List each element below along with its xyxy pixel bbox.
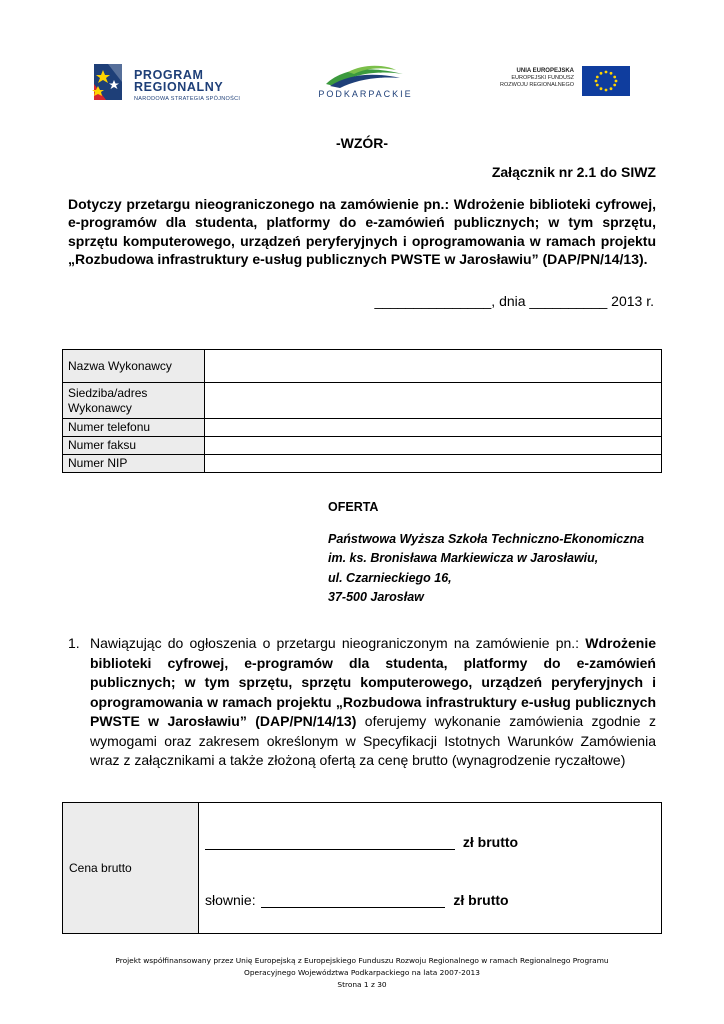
podkarpackie-logo — [308, 62, 423, 106]
offer-point-1 — [68, 634, 656, 771]
price-gross-row — [205, 834, 660, 850]
address-line: 37-500 Jarosław — [328, 589, 424, 604]
header-logos — [90, 58, 630, 108]
eu-text-line2: EUROPEJSKI FUNDUSZ — [511, 75, 574, 81]
program-regionalny-mark-icon — [92, 62, 124, 102]
contractor-address-field[interactable] — [205, 383, 662, 419]
price-value-cell — [199, 803, 662, 934]
podkarpackie-text: PODKARPACKIE — [318, 89, 413, 99]
page-footer — [0, 955, 724, 991]
table-row — [63, 437, 662, 455]
price-words-suffix: zł brutto — [453, 892, 509, 908]
contractor-phone-label: Numer telefonu — [63, 419, 205, 437]
subject-paragraph: Dotyczy przetargu nieograniczonego na zamówienie pn.: Wdrożenie biblioteki cyfrowej, e-programów dla studenta, platformy do e-zamówień publicznych; w tym sprzętu, sprzętu komputerowego, urządzeń peryferyjnych i oprogramowania w ramach projektu „Rozbudowa infrastruktury e-usług publicznych PWSTE w Jarosławiu” (DAP/PN/14/13). — [68, 196, 656, 268]
podkarpackie-hills-icon — [308, 62, 423, 88]
contractor-fax-field[interactable] — [205, 437, 662, 455]
offer-heading: OFERTA — [328, 500, 379, 514]
table-row — [63, 803, 662, 934]
attachment-number: Załącznik nr 2.1 do SIWZ — [491, 164, 656, 180]
table-row — [63, 350, 662, 383]
point-rest: oferujemy wykonanie zamówienia zgodnie z wymogami oraz zakresem określonym w Specyfikacji Istotnych Warunków Zamówienia wraz z załącznikami a także złożoną ofertą za cenę brutto (wynagrodzenie ryczałtowe) — [90, 713, 656, 768]
contractor-address-label: Siedziba/adres Wykonawcy — [63, 383, 205, 419]
recipient-address — [328, 530, 644, 607]
address-line: Państwowa Wyższa Szkoła Techniczno-Ekonomiczna — [328, 532, 645, 546]
price-label: Cena brutto — [63, 803, 199, 934]
contractor-nip-field[interactable] — [205, 455, 662, 473]
footer-line1: Projekt współfinansowany przez Unię Europejską z Europejskiego Funduszu Rozwoju Regionalnego w ramach Regionalnego Programu — [115, 956, 609, 965]
program-subtitle: NARODOWA STRATEGIA SPÓJNOŚCI — [134, 96, 241, 102]
contractor-name-field[interactable] — [205, 350, 662, 383]
eu-text-line3: ROZWOJU REGIONALNEGO — [500, 82, 574, 88]
eu-flag-icon — [582, 66, 630, 96]
contractor-name-label: Nazwa Wykonawcy — [63, 350, 205, 383]
contractor-nip-label: Numer NIP — [63, 455, 205, 473]
point-number: 1. — [68, 635, 80, 651]
program-regionalny-title — [134, 69, 223, 93]
eu-text-line1: UNIA EUROPEJSKA — [516, 68, 574, 74]
price-words-row — [205, 892, 660, 908]
table-row — [63, 383, 662, 419]
program-title-line1: PROGRAM — [134, 68, 204, 82]
address-line: ul. Czarnieckiego 16, — [328, 570, 452, 585]
eu-text — [500, 68, 574, 89]
document-wzor-title: -WZÓR- — [335, 135, 389, 151]
place-date-line: _______________, dnia __________ 2013 r. — [374, 293, 654, 309]
point-text — [90, 634, 656, 771]
contractor-fax-label: Numer faksu — [63, 437, 205, 455]
contractor-phone-field[interactable] — [205, 419, 662, 437]
price-table — [62, 802, 662, 934]
page-number: Strona 1 z 30 — [337, 980, 387, 989]
contractor-table — [62, 349, 662, 473]
program-title-line2: REGIONALNY — [134, 80, 224, 94]
table-row — [63, 455, 662, 473]
price-gross-field[interactable] — [205, 835, 455, 850]
footer-line2: Operacyjnego Województwa Podkarpackiego na lata 2007-2013 — [244, 968, 480, 977]
point-intro: Nawiązując do ogłoszenia o przetargu nieograniczonym na zamówienie pn.: — [90, 635, 580, 651]
table-row — [63, 419, 662, 437]
price-words-prefix: słownie: — [205, 892, 256, 908]
program-regionalny-logo — [90, 58, 250, 106]
address-line: im. ks. Bronisława Markiewicza w Jarosławiu, — [328, 551, 599, 566]
price-words-field[interactable] — [261, 893, 445, 908]
point-project-title: Wdrożenie biblioteki cyfrowej, e-programów dla studenta, platformy do e-zamówień publicznych; w tym sprzętu, sprzętu komputerowego, urządzeń peryferyjnych i oprogramowania w ramach projektu „Rozbudowa infrastruktury e-usług publicznych PWSTE w Jarosławiu” (DAP/PN/14/13) — [90, 635, 657, 729]
eu-logo — [488, 66, 630, 98]
price-gross-suffix: zł brutto — [462, 834, 519, 850]
